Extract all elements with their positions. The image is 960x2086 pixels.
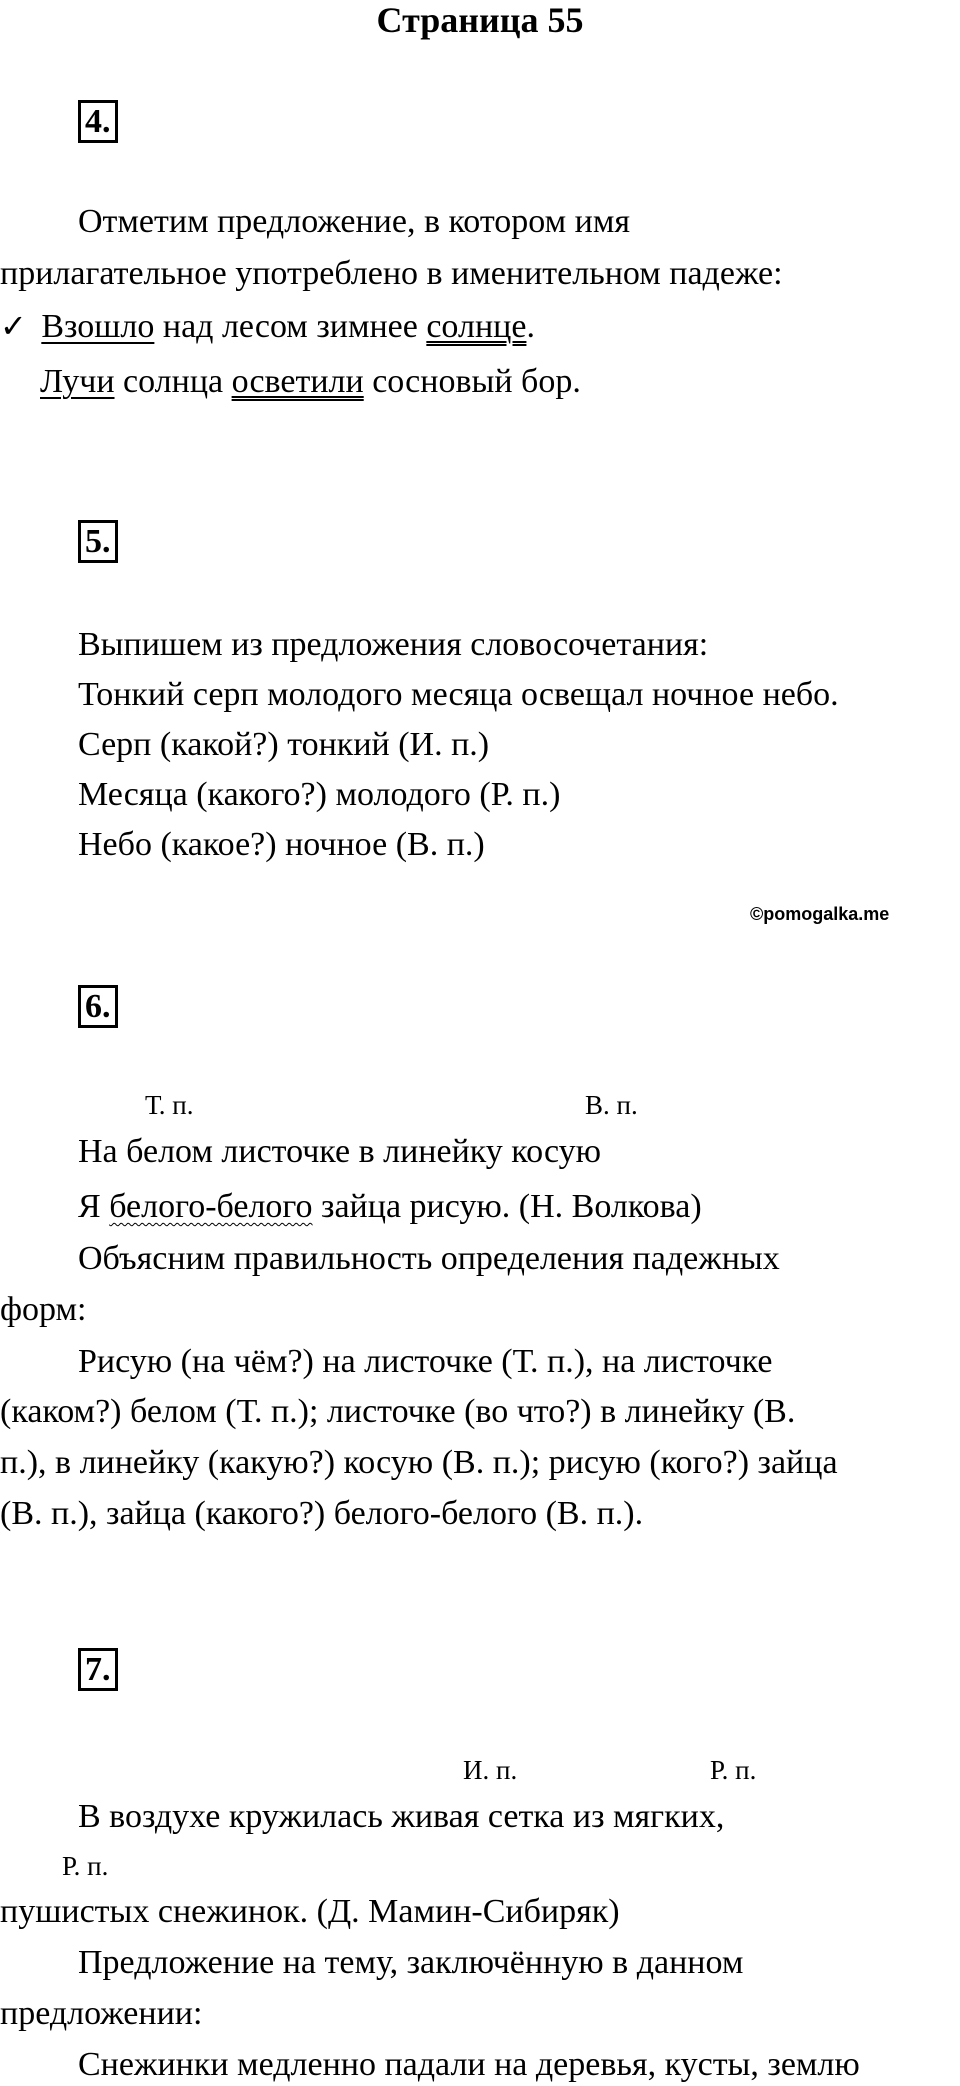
subject-word: Взошло	[41, 308, 155, 345]
explain-line: форм:	[0, 1291, 87, 1328]
answer-line: Рисую (на чём?) на листочке (Т. п.), на листочке	[78, 1343, 773, 1380]
case-label: Р. п.	[62, 1851, 109, 1881]
case-label: В. п.	[585, 1090, 638, 1120]
quote-line: В воздухе кружилась живая сетка из мягких,	[78, 1798, 725, 1835]
topic-line: предложении:	[0, 1995, 203, 2032]
quote-line: пушистых снежинок. (Д. Мамин-Сибиряк)	[0, 1893, 620, 1930]
exercise-5-line: Выпишем из предложения словосочетания:	[78, 626, 709, 663]
predicate-word: солнце	[426, 308, 527, 345]
answer-line: п.), в линейку (какую?) косую (В. п.); рисую (кого?) зайца	[0, 1444, 838, 1481]
case-label: Т. п.	[145, 1090, 194, 1120]
case-label: Р. п.	[710, 1755, 757, 1785]
case-label: И. п.	[463, 1755, 518, 1785]
exercise-4-sentence-1: ✓ Взошло над лесом зимнее солнце.	[0, 307, 535, 345]
exercise-5-line: Небо (какое?) ночное (В. п.)	[78, 826, 485, 863]
check-mark-icon: ✓	[0, 307, 27, 345]
exercise-5-line: Серп (какой?) тонкий (И. п.)	[78, 726, 490, 763]
exercise-4-intro-line: Отметим предложение, в котором имя	[78, 203, 630, 240]
topic-line: Предложение на тему, заключённую в данном	[78, 1944, 744, 1981]
subject-word: Лучи	[40, 363, 115, 400]
attribute-word: белого-белого	[109, 1188, 313, 1225]
exercise-5-number: 5.	[78, 520, 118, 563]
watermark: ©pomogalka.me	[750, 904, 890, 924]
poem-line: На белом листочке в линейку косую	[78, 1133, 601, 1170]
exercise-7-number: 7.	[78, 1648, 118, 1691]
exercise-6-number: 6.	[78, 985, 118, 1028]
topic-line: Снежинки медленно падали на деревья, кусты, землю	[78, 2046, 860, 2083]
predicate-word: осветили	[231, 363, 364, 400]
page-title: Страница 55	[376, 0, 584, 40]
answer-line: (каком?) белом (Т. п.); листочке (во что?) в линейку (В.	[0, 1393, 796, 1430]
exercise-4-number: 4.	[78, 100, 118, 143]
explain-line: Объясним правильность определения падежных	[78, 1240, 780, 1277]
poem-line: Я белого-белого зайца рисую. (Н. Волкова)	[78, 1188, 702, 1225]
answer-line: (В. п.), зайца (какого?) белого-белого (В. п.).	[0, 1495, 644, 1532]
exercise-4-intro-line: прилагательное употреблено в именительном падеже:	[0, 255, 783, 292]
exercise-5-line: Месяца (какого?) молодого (Р. п.)	[78, 776, 561, 813]
exercise-4-sentence-2: Лучи солнца осветили сосновый бор.	[40, 363, 581, 400]
exercise-5-line: Тонкий серп молодого месяца освещал ночное небо.	[78, 676, 839, 713]
